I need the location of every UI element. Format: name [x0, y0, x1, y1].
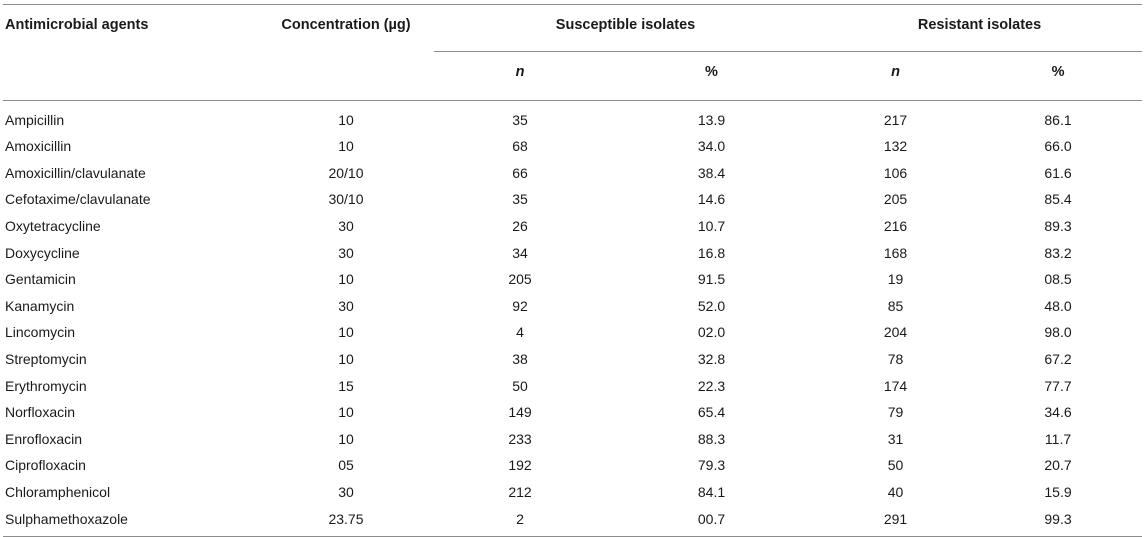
- table-row: [3, 426, 1142, 453]
- cell-resistant-n: 291: [817, 505, 974, 536]
- cell-resistant-pct: 98.0: [1044, 324, 1072, 341]
- table-row: [3, 505, 1142, 536]
- cell-resistant-pct: 20.7: [1044, 457, 1072, 474]
- header-row-secondary: [3, 52, 1142, 101]
- cell-resistant-pct: 77.7: [1044, 377, 1072, 394]
- cell-concentration: 15: [338, 377, 354, 394]
- header-empty-concentration: [258, 52, 434, 101]
- header-empty-agent: [3, 52, 258, 101]
- cell-susceptible-pct: 65.4: [697, 404, 726, 421]
- cell-susceptible-pct: 88.3: [697, 430, 726, 447]
- cell-resistant-pct: 86.1: [1044, 112, 1072, 128]
- cell-susceptible-pct: 00.7: [606, 505, 817, 536]
- cell-resistant-n: 132: [883, 138, 908, 155]
- cell-resistant-pct: 08.5: [1044, 271, 1072, 288]
- cell-resistant-n: 106: [883, 164, 908, 181]
- cell-resistant-n: 19: [887, 271, 904, 288]
- header-susceptible-isolates: [434, 5, 817, 53]
- table-row: [3, 213, 1142, 240]
- cell-concentration: 30: [338, 244, 354, 261]
- cell-resistant-n: 168: [883, 244, 908, 261]
- cell-concentration: 10: [338, 430, 354, 447]
- cell-concentration: 20/10: [328, 164, 364, 181]
- cell-susceptible-n: 192: [508, 457, 532, 474]
- cell-resistant-pct: 67.2: [1044, 351, 1072, 368]
- table-row: [3, 239, 1142, 266]
- cell-agent: Ciprofloxacin: [5, 457, 86, 474]
- cell-susceptible-n: 212: [508, 484, 532, 501]
- cell-resistant-pct: 83.2: [1044, 244, 1072, 261]
- cell-resistant-n: 204: [883, 324, 908, 341]
- cell-susceptible-pct: 02.0: [697, 324, 726, 341]
- header-resistant-n: n: [817, 52, 974, 101]
- cell-resistant-n: 174: [883, 377, 908, 394]
- cell-concentration: 30: [338, 297, 354, 314]
- cell-susceptible-pct: 91.5: [697, 271, 726, 288]
- cell-susceptible-n: 149: [508, 404, 532, 421]
- cell-resistant-n: 205: [883, 191, 908, 208]
- cell-susceptible-n: 233: [508, 430, 532, 447]
- table-row: [3, 319, 1142, 346]
- cell-agent: Cefotaxime/clavulanate: [5, 191, 151, 208]
- cell-resistant-n: 40: [887, 484, 904, 501]
- cell-resistant-pct: 34.6: [1044, 404, 1072, 421]
- cell-resistant-pct: 85.4: [1044, 191, 1072, 208]
- cell-resistant-n: 79: [887, 404, 904, 421]
- cell-concentration: 10: [338, 351, 354, 368]
- cell-resistant-n: 50: [887, 457, 904, 474]
- cell-agent: Amoxicillin: [5, 138, 72, 155]
- header-susceptible-pct: %: [606, 52, 817, 101]
- cell-susceptible-n: 68: [512, 138, 528, 155]
- cell-resistant-pct: 61.6: [1044, 164, 1072, 181]
- table-row: [3, 160, 1142, 187]
- cell-agent: Sulphamethoxazole: [3, 505, 258, 536]
- table-row: [3, 372, 1142, 399]
- cell-susceptible-n: 66: [512, 164, 528, 181]
- cell-susceptible-pct: 84.1: [697, 484, 726, 501]
- cell-susceptible-pct: 13.9: [697, 112, 726, 128]
- cell-agent: Doxycycline: [5, 244, 80, 261]
- table-row: [3, 101, 1142, 134]
- table-header: [3, 5, 1142, 101]
- susceptible-group-rule: [434, 51, 817, 52]
- cell-susceptible-pct: 22.3: [697, 377, 726, 394]
- table-row: [3, 346, 1142, 373]
- table-row: [3, 186, 1142, 213]
- cell-agent: Ampicillin: [5, 112, 65, 128]
- cell-resistant-pct: 66.0: [1044, 138, 1072, 155]
- header-resistant-isolates: [817, 5, 1142, 53]
- cell-agent: Oxytetracycline: [5, 218, 101, 235]
- table-row: [3, 399, 1142, 426]
- cell-susceptible-n: 205: [508, 271, 532, 288]
- cell-susceptible-pct: 16.8: [697, 244, 726, 261]
- cell-susceptible-n: 50: [512, 377, 528, 394]
- cell-susceptible-pct: 14.6: [697, 191, 726, 208]
- cell-agent: Norfloxacin: [5, 404, 76, 421]
- cell-concentration: 30: [338, 218, 354, 235]
- cell-susceptible-n: 92: [512, 297, 528, 314]
- cell-susceptible-n: 26: [512, 218, 528, 235]
- cell-agent: Chloramphenicol: [5, 484, 111, 501]
- cell-susceptible-pct: 10.7: [697, 218, 726, 235]
- header-concentration: Concentration (µg): [258, 5, 434, 53]
- cell-resistant-n: 85: [887, 297, 904, 314]
- cell-susceptible-pct: 38.4: [697, 164, 726, 181]
- cell-resistant-pct: 15.9: [1044, 484, 1072, 501]
- cell-resistant-pct: 11.7: [1044, 430, 1072, 447]
- cell-susceptible-n: 4: [516, 324, 524, 341]
- table-body: [3, 101, 1142, 537]
- header-resistant-label: Resistant isolates: [917, 17, 1042, 33]
- cell-resistant-pct: 48.0: [1044, 297, 1072, 314]
- cell-agent: Streptomycin: [5, 351, 87, 368]
- cell-susceptible-pct: 32.8: [697, 351, 726, 368]
- header-susceptible-n: n: [434, 52, 606, 101]
- table-row: [3, 293, 1142, 320]
- cell-resistant-pct: 99.3: [974, 505, 1142, 536]
- cell-concentration: 10: [338, 271, 354, 288]
- cell-susceptible-n: 34: [512, 244, 528, 261]
- table-row: [3, 452, 1142, 479]
- cell-concentration: 10: [338, 112, 354, 128]
- cell-concentration: 10: [338, 404, 354, 421]
- cell-concentration: 30: [338, 484, 354, 501]
- cell-susceptible-n: 35: [512, 112, 528, 128]
- header-row-primary: [3, 5, 1142, 53]
- cell-agent: Erythromycin: [5, 377, 87, 394]
- table-row: [3, 133, 1142, 160]
- cell-concentration: 10: [338, 138, 354, 155]
- table-row: [3, 266, 1142, 293]
- header-antimicrobial-agents: Antimicrobial agents: [3, 5, 258, 53]
- cell-susceptible-n: 35: [512, 191, 528, 208]
- cell-resistant-n: 217: [883, 112, 908, 128]
- cell-resistant-n: 31: [887, 430, 904, 447]
- cell-agent: Kanamycin: [5, 297, 75, 314]
- cell-resistant-n: 216: [883, 218, 908, 235]
- cell-concentration: 23.75: [258, 505, 434, 536]
- cell-susceptible-n: 38: [512, 351, 528, 368]
- cell-agent: Gentamicin: [5, 271, 76, 288]
- data-table-container: [3, 0, 1142, 537]
- cell-agent: Enrofloxacin: [5, 430, 83, 447]
- cell-resistant-pct: 89.3: [1044, 218, 1072, 235]
- cell-agent: Lincomycin: [5, 324, 76, 341]
- cell-resistant-n: 78: [887, 351, 904, 368]
- cell-susceptible-n: 2: [434, 505, 606, 536]
- header-susceptible-label: Susceptible isolates: [555, 17, 696, 33]
- cell-susceptible-pct: 52.0: [697, 297, 726, 314]
- cell-concentration: 05: [338, 457, 354, 474]
- cell-concentration: 30/10: [328, 191, 364, 208]
- table-row: [3, 479, 1142, 506]
- antimicrobial-susceptibility-table: [3, 4, 1142, 537]
- cell-susceptible-pct: 79.3: [697, 457, 726, 474]
- resistant-group-rule: [817, 51, 1142, 52]
- cell-concentration: 10: [338, 324, 354, 341]
- cell-susceptible-pct: 34.0: [697, 138, 726, 155]
- cell-agent: Amoxicillin/clavulanate: [5, 164, 146, 181]
- header-resistant-pct: %: [974, 52, 1142, 101]
